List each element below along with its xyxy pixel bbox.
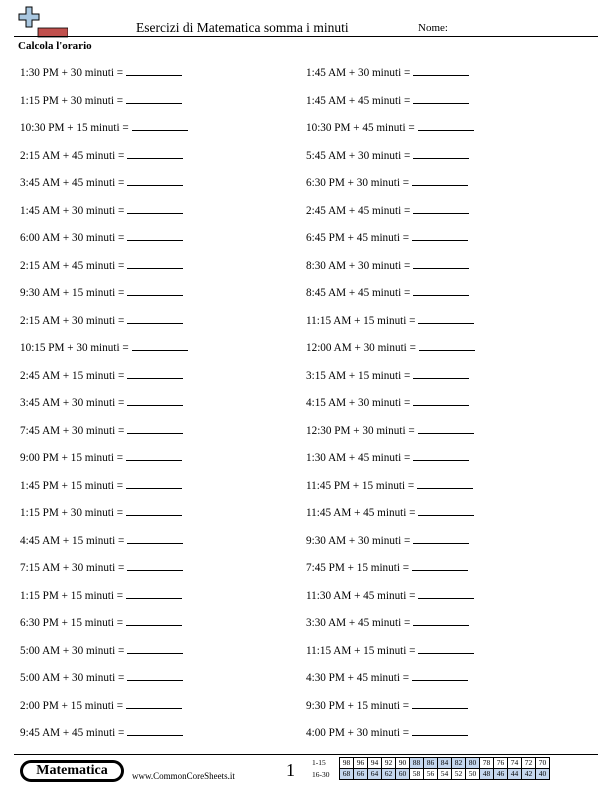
answer-blank[interactable] [413, 450, 469, 461]
key-cell: 82 [452, 758, 466, 769]
plus-logo-icon [18, 6, 68, 38]
answer-blank[interactable] [127, 670, 183, 681]
problem-item [306, 423, 474, 437]
problem-text: 9:45 AM + 45 minuti = [20, 727, 125, 739]
problem-text: 1:15 PM + 30 minuti = [20, 507, 124, 519]
answer-blank[interactable] [418, 313, 474, 324]
brand-label: Matematica [23, 763, 121, 779]
problem-item [306, 478, 473, 492]
problem-item [306, 533, 469, 547]
answer-blank[interactable] [126, 93, 182, 104]
problem-text: 5:45 AM + 30 minuti = [306, 149, 411, 162]
problem-item [306, 285, 469, 299]
answer-blank[interactable] [127, 230, 183, 241]
problem-text: 11:15 AM + 15 minuti = [306, 314, 416, 327]
problem-item [306, 643, 474, 657]
problem-text: 12:30 PM + 30 minuti = [306, 424, 415, 437]
problem-text: 3:15 AM + 15 minuti = [306, 369, 411, 382]
problem-item [20, 285, 183, 299]
key-cell: 98 [340, 758, 354, 769]
answer-blank[interactable] [126, 65, 182, 76]
problem-item [306, 65, 469, 79]
problem-item [306, 340, 475, 354]
answer-blank[interactable] [412, 725, 468, 736]
problem-item [306, 670, 468, 684]
answer-blank[interactable] [413, 285, 469, 296]
answer-blank[interactable] [419, 340, 475, 351]
problem-text: 1:30 AM + 45 minuti = [306, 452, 411, 464]
problem-item [20, 93, 182, 107]
key-cell: 40 [536, 769, 550, 780]
problem-item [20, 533, 183, 547]
answer-blank[interactable] [126, 478, 182, 489]
problem-item [306, 725, 468, 739]
answer-blank[interactable] [126, 505, 182, 516]
key-cell: 92 [382, 758, 396, 769]
key-cell: 96 [354, 758, 368, 769]
key-cell: 62 [382, 769, 396, 780]
problem-text: 3:30 AM + 45 minuti = [306, 617, 411, 629]
problem-text: 1:15 PM + 15 minuti = [20, 589, 124, 602]
problem-item [20, 120, 188, 134]
problem-text: 9:30 PM + 15 minuti = [306, 699, 410, 712]
problem-item [306, 505, 474, 519]
problem-item [20, 340, 188, 354]
problem-item [306, 203, 469, 217]
key-cell: 90 [396, 758, 410, 769]
problem-item [20, 203, 183, 217]
key-cell: 80 [466, 758, 480, 769]
problem-text: 1:45 AM + 30 minuti = [306, 67, 411, 79]
answer-blank[interactable] [127, 203, 183, 214]
key-cell: 66 [354, 769, 368, 780]
answer-blank[interactable] [413, 533, 469, 544]
key-row [340, 769, 550, 780]
key-cell: 48 [480, 769, 494, 780]
problem-text: 11:15 AM + 15 minuti = [306, 644, 416, 657]
problem-text: 4:00 PM + 30 minuti = [306, 727, 410, 739]
problem-item [20, 65, 182, 79]
problem-item [306, 258, 469, 272]
problem-text: 9:30 AM + 30 minuti = [306, 534, 411, 547]
problem-text: 8:30 AM + 30 minuti = [306, 259, 411, 272]
answer-blank[interactable] [132, 340, 188, 351]
score-key-table [339, 757, 550, 780]
answer-blank[interactable] [418, 643, 474, 654]
problem-item [306, 93, 469, 107]
answer-blank[interactable] [127, 175, 183, 186]
problem-text: 1:30 PM + 30 minuti = [20, 67, 124, 79]
problem-item [20, 258, 183, 272]
answer-blank[interactable] [412, 175, 468, 186]
key-row [340, 758, 550, 769]
problem-item [306, 698, 468, 712]
answer-blank[interactable] [413, 148, 469, 159]
problem-text: 10:30 PM + 15 minuti = [20, 122, 129, 134]
key-cell: 44 [508, 769, 522, 780]
problem-item [306, 230, 468, 244]
problem-text: 2:15 AM + 45 minuti = [20, 259, 125, 272]
problem-text: 5:00 AM + 30 minuti = [20, 644, 125, 657]
answer-blank[interactable] [418, 505, 474, 516]
problem-item [20, 560, 183, 574]
problem-text: 6:00 AM + 30 minuti = [20, 232, 125, 244]
problem-item [306, 615, 469, 629]
problem-item [306, 395, 469, 409]
answer-blank[interactable] [126, 588, 182, 599]
answer-blank[interactable] [126, 615, 182, 626]
problem-text: 3:45 AM + 45 minuti = [20, 177, 125, 189]
key-cell: 76 [494, 758, 508, 769]
answer-blank[interactable] [413, 395, 469, 406]
answer-blank[interactable] [418, 423, 474, 434]
problem-item [20, 175, 183, 189]
site-url: www.CommonCoreSheets.it [132, 771, 235, 781]
key-cell: 94 [368, 758, 382, 769]
key-cell: 78 [480, 758, 494, 769]
answer-blank[interactable] [412, 698, 468, 709]
key-cell: 52 [452, 769, 466, 780]
problem-text: 4:45 AM + 15 minuti = [20, 534, 125, 547]
problem-text: 10:15 PM + 30 minuti = [20, 342, 129, 354]
problem-item [20, 478, 182, 492]
answer-blank[interactable] [413, 615, 469, 626]
problem-item [306, 175, 468, 189]
problem-text: 6:45 PM + 45 minuti = [306, 232, 410, 244]
worksheet-title: Esercizi di Matematica somma i minuti [136, 20, 349, 35]
header-divider [14, 36, 598, 37]
problem-item [20, 395, 183, 409]
answer-blank[interactable] [127, 643, 183, 654]
answer-blank[interactable] [412, 670, 468, 681]
problem-item [20, 698, 182, 712]
answer-blank[interactable] [127, 368, 183, 379]
answer-blank[interactable] [127, 395, 183, 406]
problem-text: 7:45 PM + 15 minuti = [306, 562, 410, 574]
name-label: Nome: [418, 22, 448, 34]
problem-text: 2:45 AM + 45 minuti = [306, 204, 411, 217]
answer-blank[interactable] [127, 725, 183, 736]
answer-blank[interactable] [127, 148, 183, 159]
answer-blank[interactable] [418, 120, 474, 131]
problem-item [20, 643, 183, 657]
answer-blank[interactable] [413, 93, 469, 104]
problem-text: 8:45 AM + 45 minuti = [306, 287, 411, 299]
answer-blank[interactable] [127, 533, 183, 544]
problem-text: 6:30 PM + 15 minuti = [20, 617, 124, 629]
key-cell: 42 [522, 769, 536, 780]
problem-text: 5:00 AM + 30 minuti = [20, 672, 125, 684]
key-row-label: 16-30 [312, 770, 330, 779]
problem-text: 1:15 PM + 30 minuti = [20, 94, 124, 107]
problem-item [20, 588, 182, 602]
problem-item [20, 368, 183, 382]
problem-text: 1:45 PM + 15 minuti = [20, 479, 124, 492]
problem-text: 2:15 AM + 45 minuti = [20, 149, 125, 162]
problem-text: 9:30 AM + 15 minuti = [20, 287, 125, 299]
problem-item [306, 368, 469, 382]
key-cell: 50 [466, 769, 480, 780]
problem-text: 11:45 PM + 15 minuti = [306, 479, 415, 492]
answer-blank[interactable] [127, 285, 183, 296]
key-cell: 74 [508, 758, 522, 769]
key-cell: 54 [438, 769, 452, 780]
key-cell: 46 [494, 769, 508, 780]
answer-blank[interactable] [126, 698, 182, 709]
problem-item [20, 505, 182, 519]
problem-text: 1:45 AM + 30 minuti = [20, 204, 125, 217]
key-row-label: 1-15 [312, 758, 326, 767]
problem-item [20, 148, 183, 162]
problem-item [306, 120, 474, 134]
answer-blank[interactable] [127, 560, 183, 571]
problem-text: 6:30 PM + 30 minuti = [306, 177, 410, 189]
key-cell: 70 [536, 758, 550, 769]
problem-item [306, 450, 469, 464]
answer-blank[interactable] [127, 313, 183, 324]
problem-item [20, 615, 182, 629]
key-cell: 60 [396, 769, 410, 780]
footer-divider [14, 754, 598, 755]
answer-blank[interactable] [132, 120, 188, 131]
brand-badge [20, 760, 124, 782]
problem-item [306, 560, 468, 574]
answer-blank[interactable] [413, 258, 469, 269]
answer-blank[interactable] [412, 560, 468, 571]
problem-text: 2:15 AM + 30 minuti = [20, 314, 125, 327]
problem-item [20, 670, 183, 684]
answer-blank[interactable] [412, 230, 468, 241]
key-cell: 88 [410, 758, 424, 769]
problem-text: 11:30 AM + 45 minuti = [306, 589, 416, 602]
problem-text: 4:30 PM + 45 minuti = [306, 672, 410, 684]
answer-blank[interactable] [127, 423, 183, 434]
problem-text: 1:45 AM + 45 minuti = [306, 94, 411, 107]
key-cell: 56 [424, 769, 438, 780]
problem-text: 2:45 AM + 15 minuti = [20, 369, 125, 382]
key-cell: 64 [368, 769, 382, 780]
problem-text: 2:00 PM + 15 minuti = [20, 699, 124, 712]
answer-blank[interactable] [413, 203, 469, 214]
key-cell: 68 [340, 769, 354, 780]
problem-item [20, 230, 183, 244]
problem-text: 9:00 PM + 15 minuti = [20, 452, 124, 464]
problem-text: 11:45 AM + 45 minuti = [306, 507, 416, 519]
answer-blank[interactable] [413, 368, 469, 379]
key-cell: 58 [410, 769, 424, 780]
key-cell: 86 [424, 758, 438, 769]
page-number: 1 [286, 760, 295, 780]
problem-item [20, 450, 182, 464]
problem-item [306, 588, 474, 602]
problem-text: 3:45 AM + 30 minuti = [20, 397, 125, 409]
key-cell: 72 [522, 758, 536, 769]
answer-blank[interactable] [127, 258, 183, 269]
problem-item [306, 313, 474, 327]
instruction-text: Calcola l'orario [18, 40, 92, 52]
answer-blank[interactable] [418, 588, 474, 599]
answer-blank[interactable] [413, 65, 469, 76]
answer-blank[interactable] [417, 478, 473, 489]
answer-blank[interactable] [126, 450, 182, 461]
problem-text: 7:15 AM + 30 minuti = [20, 562, 125, 574]
key-cell: 84 [438, 758, 452, 769]
problem-text: 10:30 PM + 45 minuti = [306, 122, 415, 134]
problem-item [20, 725, 183, 739]
problem-text: 4:15 AM + 30 minuti = [306, 397, 411, 409]
problem-item [20, 313, 183, 327]
problem-item [20, 423, 183, 437]
problem-item [306, 148, 469, 162]
problem-text: 12:00 AM + 30 minuti = [306, 342, 416, 354]
problem-text: 7:45 AM + 30 minuti = [20, 424, 125, 437]
